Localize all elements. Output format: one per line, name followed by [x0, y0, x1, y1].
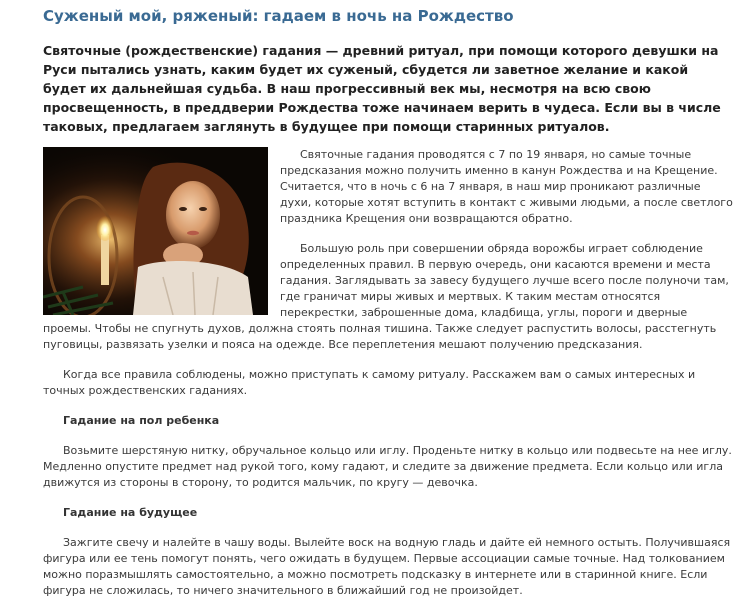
article	[43, 6, 733, 613]
article-photo	[43, 147, 268, 315]
paragraph-1: Святочные гадания проводятся с 7 по 19 января, но самые точные предсказания можно получить именно в канун Рождества и на Крещение. Считается, что в ночь с 6 на 7 января, в наш мир проникают различные духи, которые хотят вступить в контакт с живыми людьми, а после светлого праздника Крещения они возвращаются обратно.	[280, 148, 733, 225]
article-title[interactable]: Суженый мой, ряженый: гадаем в ночь на Рождество	[43, 7, 514, 25]
subheading-future: Гадание на будущее	[63, 506, 198, 519]
paragraph-3: Когда все правила соблюдены, можно приступать к самому ритуалу. Расскажем вам о самых интересных и точных рождественских гаданиях.	[43, 368, 696, 397]
subheading-child-gender: Гадание на пол ребенка	[63, 414, 220, 427]
paragraph-5: Зажгите свечу и налейте в чашу воды. Вылейте воск на водную гладь и дайте ей немного остыть. Получившаяся фигура или ее тень помогут понять, чего ожидать в будущем. Первые ассоциации самые точные. Над толкованием можно поразмышлять самостоятельно, а можно посмотреть подсказку в интернете или в старинной книге. Если фигура не сложилась, то ничего значительного в ближайший год не произойдет.	[43, 536, 731, 597]
girl-with-candle-photo	[43, 147, 268, 315]
paragraph-4: Возьмите шерстяную нитку, обручальное кольцо или иглу. Проденьте нитку в кольцо или подвесьте на нее иглу. Медленно опустите предмет над рукой того, кому гадают, и следите за движение предмета. Если кольцо или игла движутся из стороны в сторону, то родится мальчик, по кругу — девочка.	[43, 444, 732, 489]
paragraph-2: Большую роль при совершении обряда ворожбы играет соблюдение определенных правил. В первую очередь, они касаются времени и места гадания. Заглядывать за завесу будущего лучше всего после полуночи там, где граничат миры живых и мертвых. К таким местам относятся перекрестки, заброшенные дома, кладбища, углы, пороги и дверные проемы. Чтобы не спугнуть духов, должна стоять полная тишина. Также следует распустить волосы, расстегнуть пуговицы, развязать узелки и пояса на одежде. Все переплетения мешают получению предсказания.	[43, 242, 729, 351]
article-lead: Святочные (рождественские) гадания — древний ритуал, при помощи которого девушки на Руси пытались узнать, каким будет их суженый, сбудется ли заветное желание и какой будет их дальнейшая судьба. В наш прогрессивный век мы, несмотря на всю свою просвещенность, в преддверии Рождества тоже начинаем верить в чудеса. Если вы в числе таковых, предлагаем заглянуть в будущее при помощи старинных ритуалов.	[43, 43, 721, 134]
